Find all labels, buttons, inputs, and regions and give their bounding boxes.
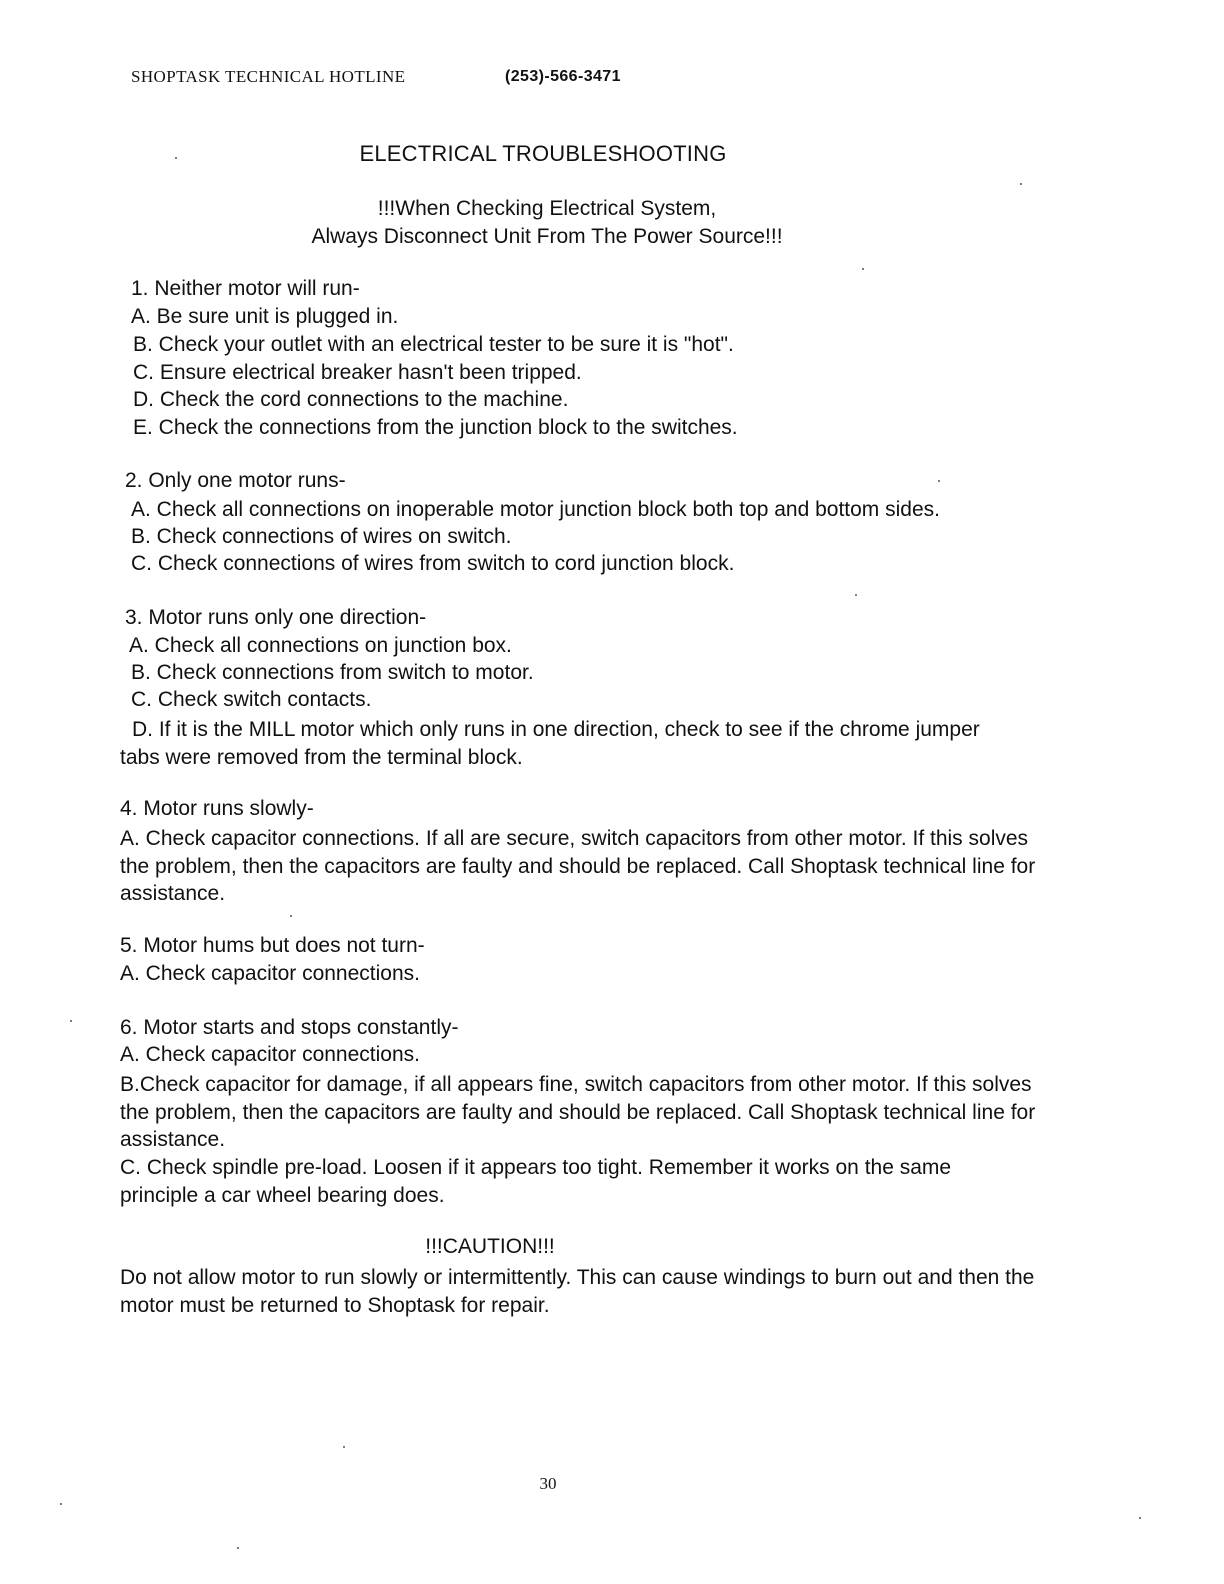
list-item: A. Be sure unit is plugged in. <box>131 305 399 328</box>
scan-speck <box>175 157 177 159</box>
page-number: 30 <box>539 1474 557 1493</box>
list-item: B.Check capacitor for damage, if all appears fine, switch capacitors from other motor. If this solves the problem, then the capacitors are faulty and should be replaced. Call Shoptask technical line for assistance. <box>120 1073 1036 1151</box>
caution-heading: !!!CAUTION!!! <box>425 1235 555 1258</box>
list-item: A. Check all connections on junction box. <box>129 634 512 657</box>
warning-line-1: !!!When Checking Electrical System, <box>377 197 717 220</box>
list-item: B. Check connections of wires on switch. <box>131 525 512 548</box>
scan-speck <box>237 1547 239 1549</box>
scan-speck <box>343 1446 345 1448</box>
list-item: D. Check the cord connections to the machine. <box>133 388 569 411</box>
list-item: C. Check spindle pre-load. Loosen if it appears too tight. Remember it works on the same principle a car wheel bearing does. <box>120 1156 952 1207</box>
scan-speck <box>855 594 857 596</box>
list-item: E. Check the connections from the junction block to the switches. <box>133 416 738 439</box>
scan-speck <box>1139 1517 1141 1519</box>
list-item: C. Ensure electrical breaker hasn't been tripped. <box>133 361 582 384</box>
caution-text: Do not allow motor to run slowly or intermittently. This can cause windings to burn out and then the motor must be returned to Shoptask for repair. <box>120 1266 1035 1317</box>
list-item: A. Check capacitor connections. <box>120 1043 420 1066</box>
scan-speck <box>70 1020 72 1022</box>
list-item: C. Check switch contacts. <box>131 688 372 711</box>
list-item: B. Check your outlet with an electrical tester to be sure it is "hot". <box>133 333 734 356</box>
list-item: A. Check capacitor connections. <box>120 962 420 985</box>
hotline-label: SHOPTASK TECHNICAL HOTLINE <box>131 67 406 86</box>
list-item: D. If it is the MILL motor which only runs in one direction, check to see if the chrome jumper tabs were removed from the terminal block. <box>120 718 980 769</box>
list-item: A. Check capacitor connections. If all are secure, switch capacitors from other motor. If this solves the problem, then the capacitors are faulty and should be replaced. Call Shoptask technical line for assistance. <box>120 827 1036 905</box>
scan-speck <box>862 268 864 270</box>
hotline-phone: (253)-566-3471 <box>505 68 621 85</box>
scan-speck <box>60 1503 62 1505</box>
section-heading: 6. Motor starts and stops constantly- <box>120 1016 459 1039</box>
warning-line-2: Always Disconnect Unit From The Power Source!!! <box>311 225 783 248</box>
section-heading: 1. Neither motor will run- <box>131 277 360 300</box>
section-heading: 3. Motor runs only one direction- <box>125 606 427 629</box>
scan-speck <box>938 480 940 482</box>
scan-speck <box>1020 183 1022 185</box>
list-item: A. Check all connections on inoperable motor junction block both top and bottom sides. <box>131 498 940 521</box>
section-heading: 5. Motor hums but does not turn- <box>120 934 425 957</box>
list-item: B. Check connections from switch to motor. <box>131 661 534 684</box>
page-title: ELECTRICAL TROUBLESHOOTING <box>359 141 727 166</box>
list-item: C. Check connections of wires from switch to cord junction block. <box>131 552 735 575</box>
scan-speck <box>290 915 292 917</box>
section-heading: 2. Only one motor runs- <box>125 469 346 492</box>
section-heading: 4. Motor runs slowly- <box>120 797 314 820</box>
